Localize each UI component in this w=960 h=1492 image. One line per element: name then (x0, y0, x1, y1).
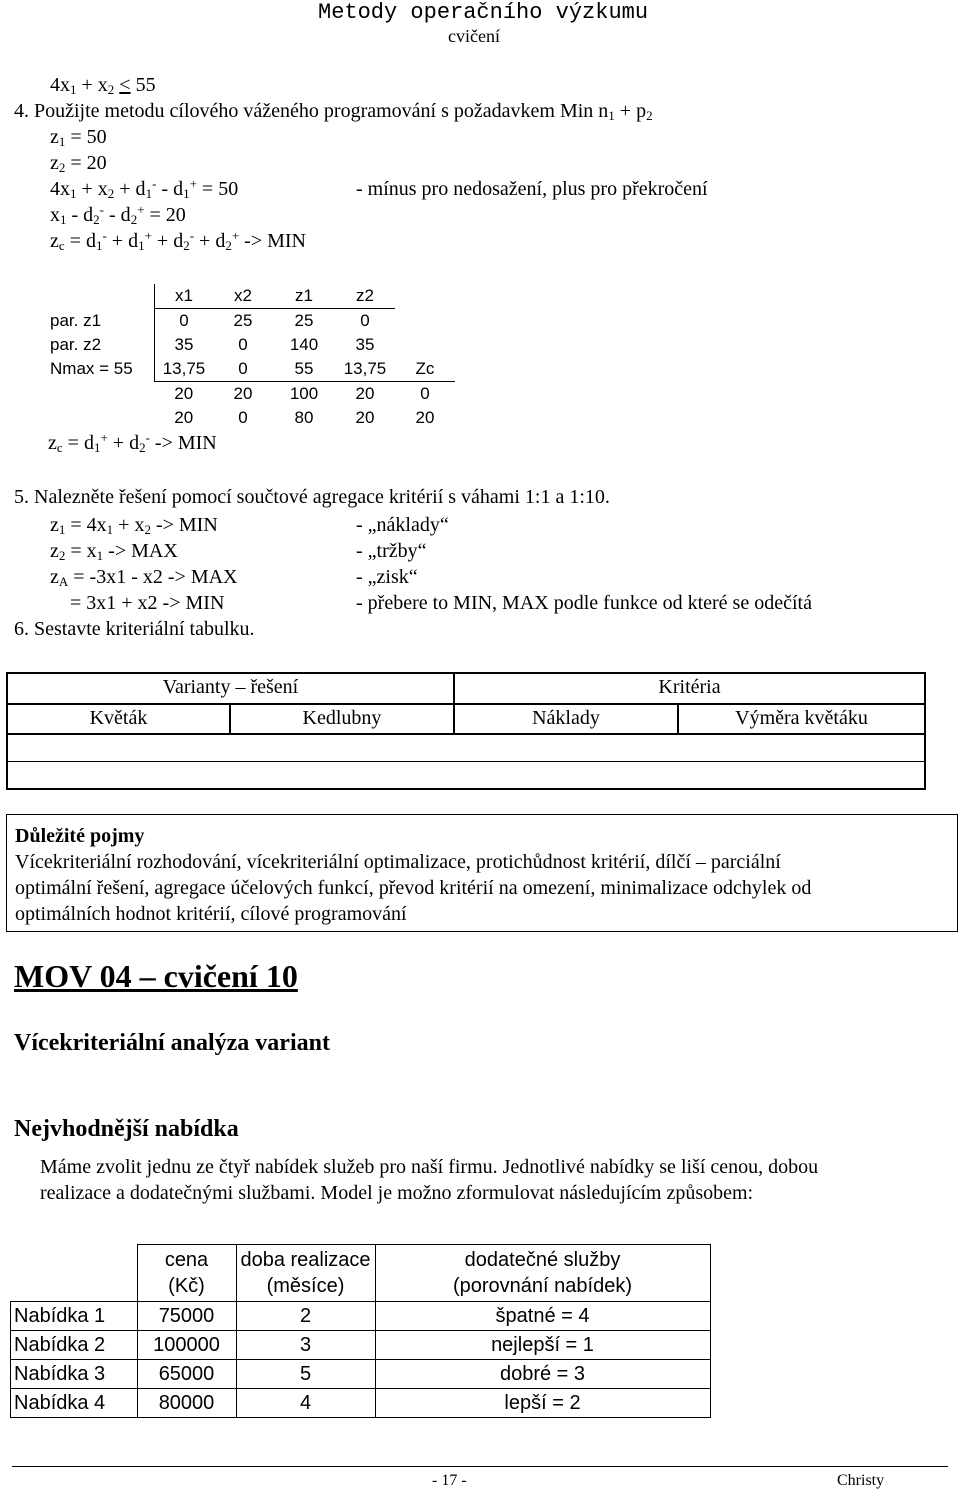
table-cell: 0 (238, 408, 248, 427)
criterion-aggregate: $z_A = -3x1 - x2$ -> MAX (50, 566, 238, 589)
page-header-title: Metody operačního výzkumu (318, 0, 649, 25)
table-cell: 140 (289, 335, 319, 354)
col-header: z1 (273, 284, 335, 309)
table-cell: 35 (355, 335, 375, 354)
important-terms-box (6, 814, 958, 932)
offer-time: 2 (236, 1302, 375, 1331)
row-label (44, 406, 155, 430)
row-label: par. z1 (50, 310, 102, 330)
offer-price: 65000 (137, 1360, 236, 1389)
table-cell: Zc (395, 357, 455, 382)
table-row (11, 1331, 711, 1360)
footer-author: Christy (837, 1472, 885, 1489)
offer-services: dobré = 3 (375, 1360, 710, 1389)
offers-col-header: cena (Kč) (137, 1245, 236, 1302)
table-cell (395, 309, 455, 334)
criterion-aggregate-note: - „zisk“ (356, 566, 418, 588)
offer-name: Nabídka 2 (11, 1331, 138, 1360)
table-cell: 25 (294, 311, 314, 330)
col-header: x1 (155, 284, 214, 309)
equation-1: $4x_1 + x_2 + d_1^- - d_1^+ = 50$ (50, 176, 239, 201)
offers-col-header: doba realizace (měsíce) (236, 1245, 375, 1302)
section-title: MOV 04 – cvičení 10 (14, 958, 298, 994)
offer-price: 80000 (137, 1389, 236, 1418)
topic-text: Máme zvolit jednu ze čtyř nabídek služeb pro naší firmu. Jednotlivé nabídky se liší cenou, dobou (40, 1156, 819, 1178)
criterion-1-note: - „náklady“ (356, 514, 449, 536)
table-cell: 20 (355, 408, 375, 427)
offer-time: 4 (236, 1389, 375, 1418)
criteria-col-header: Květák (8, 704, 230, 734)
task-6: 6. Sestavte kriteriální tabulku. (14, 618, 255, 640)
table-cell: 20 (174, 384, 194, 403)
important-terms-line: optimálních hodnot kritérií, cílové programování (15, 903, 407, 925)
offer-name: Nabídka 4 (11, 1389, 138, 1418)
footer-divider (12, 1466, 948, 1467)
offer-services: špatné = 4 (375, 1302, 710, 1331)
criterion-1: $z_1 = 4x_1 + x_2$ -> MIN (50, 514, 218, 537)
table-cell: 20 (415, 408, 435, 427)
offers-table (10, 1244, 711, 1418)
payoff-table (44, 284, 455, 430)
criterion-aggregate-min-note: - přebere to MIN, MAX podle funkce od které se odečítá (356, 592, 812, 614)
page-number: - 17 - (432, 1472, 467, 1489)
criteria-empty-row (8, 734, 924, 762)
subsection-title: Vícekriteriální analýza variant (14, 1030, 330, 1056)
offer-name: Nabídka 3 (11, 1360, 138, 1389)
task-5: 5. Nalezněte řešení pomocí součtové agregace kritérií s váhami 1:1 a 1:10. (14, 486, 610, 508)
criterion-aggregate-min: = 3x1 + x2 -> MIN (50, 592, 225, 614)
offer-price: 75000 (137, 1302, 236, 1331)
table-cell: 0 (155, 309, 214, 334)
table-cell: 20 (174, 408, 194, 427)
offer-name: Nabídka 1 (11, 1302, 138, 1331)
table-cell: 13,75 (155, 357, 214, 382)
criteria-table (6, 672, 926, 790)
criteria-col-header: Náklady (454, 704, 678, 734)
table-row (11, 1360, 711, 1389)
offers-col-header: dodatečné služby (porovnání nabídek) (375, 1245, 710, 1302)
table-footer-formula: $z_c = d_1^+ + d_2^-$ -> MIN (48, 430, 217, 455)
goal-z2: $z_2 = 20$ (50, 152, 107, 175)
table-cell: 100 (289, 384, 319, 403)
row-label (44, 382, 155, 407)
topic-title: Nejvhodnější nabídka (14, 1116, 239, 1142)
equation-1-note: - mínus pro nedosažení, plus pro překročení (356, 178, 708, 200)
criterion-2: $z_2 = x_1$ -> MAX (50, 540, 178, 563)
important-terms-title: Důležité pojmy (15, 825, 145, 847)
col-header: z2 (335, 284, 395, 309)
criteria-col-header: Výměra květáku (678, 704, 924, 734)
table-cell: 20 (355, 384, 375, 403)
table-cell: 25 (233, 311, 253, 330)
table-row (11, 1302, 711, 1331)
important-terms-line: optimální řešení, agregace účelových funkcí, převod kritérií na omezení, minimalizace odchylek od (15, 877, 812, 899)
table-cell: 13,75 (335, 357, 395, 382)
table-cell: 0 (238, 335, 248, 354)
equation-2: $x_1 - d_2^- - d_2^+ = 20$ (50, 202, 186, 227)
task-4-text: 4. Použijte metodu cílového váženého programování s požadavkem Min n (14, 100, 609, 122)
topic-text: realizace a dodatečnými službami. Model je možno zformulovat následujícím způsobem: (40, 1182, 754, 1204)
table-cell: 0 (420, 384, 430, 403)
task-4-line: 4. Použijte metodu cílového váženého programování s požadavkem Min $n_1 + p_2$ (14, 100, 653, 123)
table-cell: 35 (155, 333, 214, 357)
criteria-group-variants: Varianty – řešení (8, 674, 454, 704)
offer-price: 100000 (137, 1331, 236, 1360)
table-cell (395, 333, 455, 357)
offer-time: 5 (236, 1360, 375, 1389)
criteria-empty-row (8, 762, 924, 788)
offer-time: 3 (236, 1331, 375, 1360)
criterion-2-note: - „tržby“ (356, 540, 427, 562)
row-label: par. z2 (50, 335, 102, 354)
table-cell: 0 (360, 311, 370, 330)
table-row (11, 1389, 711, 1418)
goal-z1: $z_1 = 50$ (50, 126, 107, 149)
table-cell: 80 (294, 408, 314, 427)
table-cell: 0 (213, 357, 273, 382)
equation-objective: $z_c = d_1^- + d_1^+ + d_2^- + d_2^+$ -> MIN (50, 228, 306, 253)
page-header-subtitle: cvičení (448, 26, 500, 46)
criteria-col-header: Kedlubny (230, 704, 454, 734)
table-cell: 55 (273, 357, 335, 382)
col-header: x2 (213, 284, 273, 309)
constraint-line: $4x_1 + x_2 < 55$ (50, 74, 156, 97)
offer-services: lepší = 2 (375, 1389, 710, 1418)
row-label: Nmax = 55 (50, 359, 133, 379)
criteria-group-criteria: Kritéria (454, 674, 924, 704)
important-terms-line: Vícekriteriální rozhodování, vícekriteriální optimalizace, protichůdnost kritérií, dílčí – parciální (15, 851, 781, 873)
table-cell: 20 (233, 384, 253, 403)
offer-services: nejlepší = 1 (375, 1331, 710, 1360)
